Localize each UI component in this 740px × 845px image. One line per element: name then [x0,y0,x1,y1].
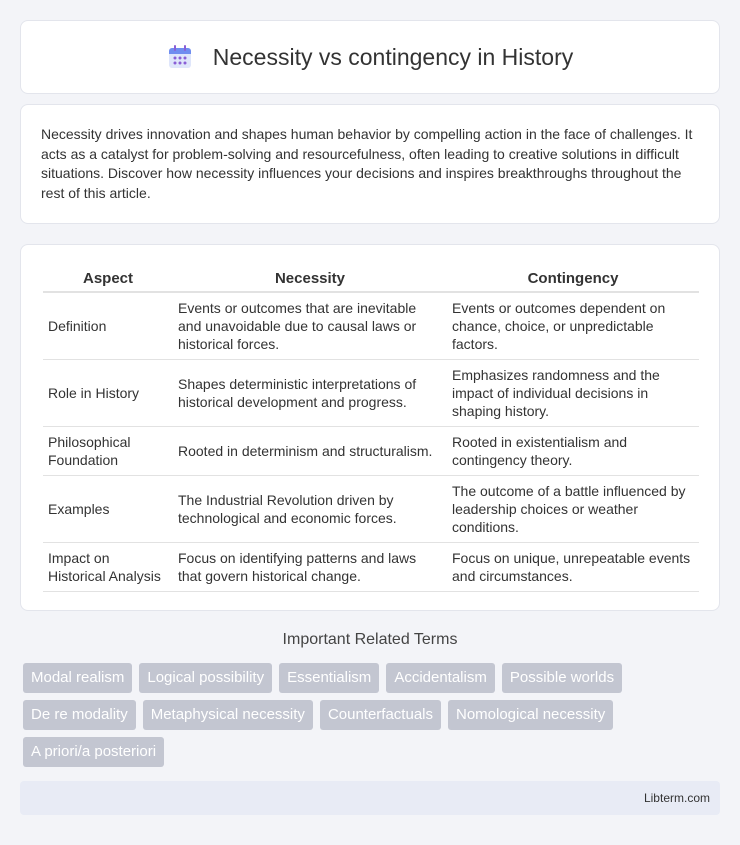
table-header-contingency: Contingency [447,265,699,293]
tag-nomological-necessity[interactable]: Nomological necessity [448,700,613,730]
tag-counterfactuals[interactable]: Counterfactuals [320,700,441,730]
table-row [43,543,699,592]
table-cell: Events or outcomes that are inevitable and unavoidable due to causal laws or historical forces. [173,293,447,360]
table-cell: The Industrial Revolution driven by technological and economic forces. [173,476,447,543]
footer-site-link[interactable]: Libterm.com [643,791,710,805]
table-cell: Rooted in existentialism and contingency theory. [447,427,699,476]
table-cell: Philosophical Foundation [43,427,173,476]
table-cell: The outcome of a battle influenced by leadership choices or weather conditions. [447,476,699,543]
table-cell: Emphasizes randomness and the impact of individual decisions in shaping history. [447,360,699,427]
related-terms-list [23,663,723,774]
table-cell: Focus on unique, unrepeatable events and circumstances. [447,543,699,592]
footer [20,781,720,815]
comparison-table-card [20,244,720,611]
tag-modal-realism[interactable]: Modal realism [23,663,132,693]
intro-text: Necessity drives innovation and shapes human behavior by compelling action in the face of challenges. It acts as a catalyst for problem-solving and resourcefulness, often leading to creative solutions in difficult situations. Discover how necessity influences your decisions and inspires breakthroughs throughout the rest of this article. [41,126,693,201]
table-row [43,427,699,476]
calendar-icon [167,44,193,70]
table-cell: Events or outcomes dependent on chance, choice, or unpredictable factors. [447,293,699,360]
table-row [43,293,699,360]
tag-possible-worlds[interactable]: Possible worlds [502,663,622,693]
tag-a-priori-a-posteriori[interactable]: A priori/a posteriori [23,737,164,767]
related-terms-title: Important Related Terms [282,631,458,648]
tag-accidentalism[interactable]: Accidentalism [386,663,495,693]
table-header-aspect: Aspect [43,265,173,293]
intro-card [20,104,720,224]
comparison-table [43,265,699,592]
table-row [43,476,699,543]
page-title: Necessity vs contingency in History [212,43,574,70]
tag-essentialism[interactable]: Essentialism [279,663,379,693]
tag-logical-possibility[interactable]: Logical possibility [139,663,272,693]
table-header-necessity: Necessity [173,265,447,293]
table-cell: Definition [43,293,173,360]
table-cell: Impact on Historical Analysis [43,543,173,592]
table-cell: Focus on identifying patterns and laws that govern historical change. [173,543,447,592]
table-cell: Rooted in determinism and structuralism. [173,427,447,476]
header-card [20,20,720,94]
tag-de-re-modality[interactable]: De re modality [23,700,136,730]
table-cell: Shapes deterministic interpretations of historical development and progress. [173,360,447,427]
table-row [43,360,699,427]
tag-metaphysical-necessity[interactable]: Metaphysical necessity [143,700,313,730]
table-cell: Role in History [43,360,173,427]
table-cell: Examples [43,476,173,543]
